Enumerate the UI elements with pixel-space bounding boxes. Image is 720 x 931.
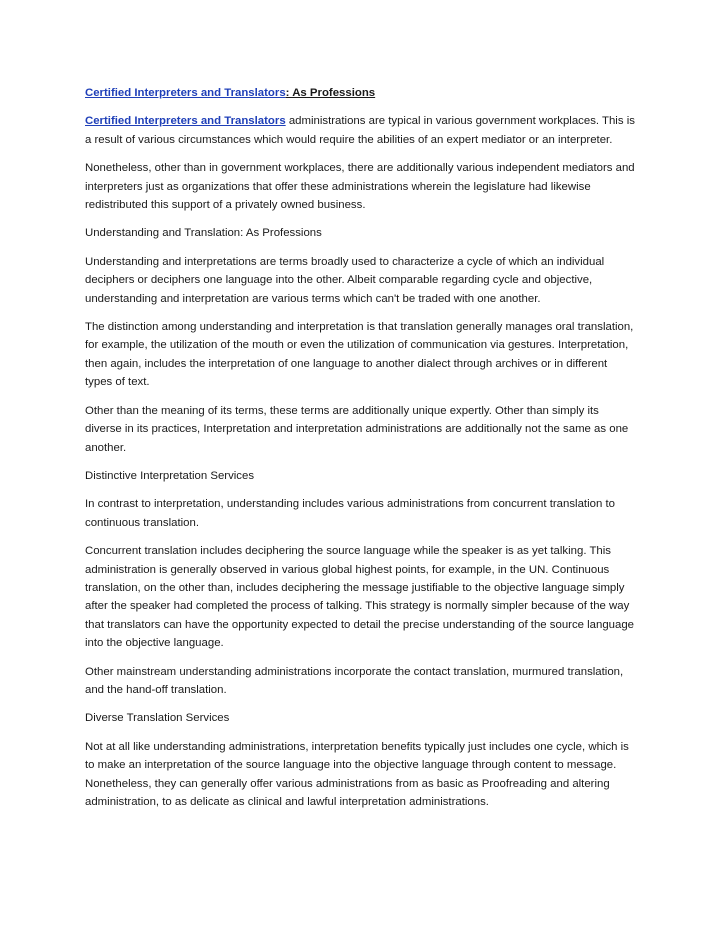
paragraph: In contrast to interpretation, understanding includes various administrations from concurrent translation to continuous translation. [85,498,615,529]
document-title [85,84,637,102]
paragraph: Other than the meaning of its terms, these terms are additionally unique expertly. Other than simply its diverse in its practices, Interpretation and interpretation administrations are additionally not the same as one another. [85,404,629,454]
paragraph: Other mainstream understanding administrations incorporate the contact translation, murmured translation, and the hand-off translation. [85,665,624,696]
title-link[interactable]: Certified Interpreters and Translators [85,87,286,99]
intro-link[interactable]: Certified Interpreters and Translators [85,115,286,128]
intro-text: administrations are typical in various government workplaces. This is a result of various circumstances which would require the abilities of an expert mediator or an interpreter. [85,115,635,146]
section-heading: Distinctive Interpretation Services [85,469,255,482]
section-heading: Understanding and Translation: As Professions [85,227,322,240]
section-heading: Diverse Translation Services [85,712,230,725]
paragraph: The distinction among understanding and interpretation is that translation generally manages oral translation, for example, the utilization of the mouth or even the utilization of communication via gestures. Interpretation, then again, includes the interpretation of one language to another dialect through archives or in different types of text. [85,321,634,389]
paragraph: Concurrent translation includes deciphering the source language while the speaker is as yet talking. This administration is generally observed in various global highest points, for example, in the UN. Continuous translation, on the other than, includes deciphering the message justifiable to the objective language simply after the speaker had completed the process of talking. This strategy is normally simpler because of the way that translators can have the opportunity expected to detail the precise understanding of the source language into the objective language. [85,545,635,650]
paragraph: Nonetheless, other than in government workplaces, there are additionally various independent mediators and interpreters just as organizations that offer these administrations wherein the legislature had likewise redistributed this support of a privately owned business. [85,162,635,212]
document-page [85,84,637,821]
paragraph-intro [85,112,637,149]
title-suffix: : As Professions [285,87,376,99]
paragraph: Not at all like understanding administrations, interpretation benefits typically just includes one cycle, which is to make an interpretation of the source language into the objective language through content to message. Nonetheless, they can generally offer various administrations from as basic as Proofreading and altering administration, to as delicate as clinical and lawful interpretation administrations. [85,740,629,808]
paragraph: Understanding and interpretations are terms broadly used to characterize a cycle of which an individual deciphers or deciphers one language into the other. Albeit comparable regarding cycle and objective, understanding and interpretation are various terms which can't be traded with one another. [85,255,605,305]
